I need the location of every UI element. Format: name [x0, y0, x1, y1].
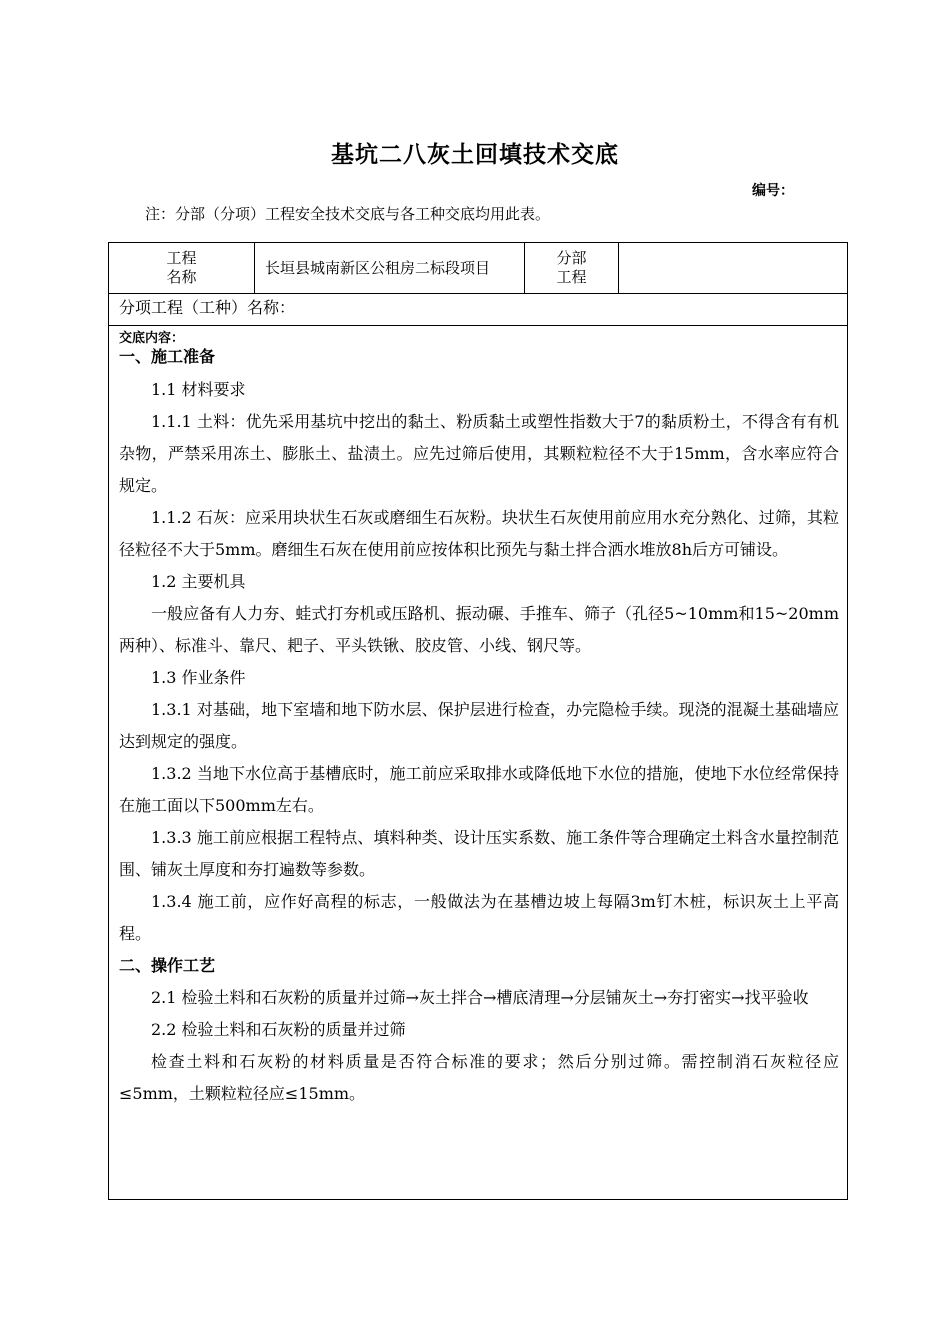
paragraph-1-3-2: 1.3.2 当地下水位高于基槽底时，施工前应采取排水或降低地下水位的措施，使地下水位经常保持在施工面以下500mm左右。 — [119, 764, 839, 815]
division-value — [619, 243, 847, 293]
subsection-1-1: 1.1 材料要求 — [151, 380, 246, 399]
paragraph-1-3-1: 1.3.1 对基础，地下室墙和地下防水层、保护层进行检查，办完隐检手续。现浇的混凝土基础墙应达到规定的强度。 — [119, 700, 839, 751]
section-heading-2: 二、操作工艺 — [119, 956, 216, 975]
subitem-name-row: 分项工程（工种）名称： — [109, 293, 847, 326]
paragraph-2-2: 检查土料和石灰粉的材料质量是否符合标准的要求；然后分别过筛。需控制消石灰粒径应≤5mm，土颗粒粒径应≤15mm。 — [119, 1052, 839, 1103]
disclosure-form — [108, 242, 848, 1200]
disclosure-content — [109, 326, 847, 1110]
header-row — [109, 243, 847, 294]
section-heading-1: 一、施工准备 — [119, 347, 216, 366]
project-name-label: 工程 名称 — [109, 243, 255, 293]
subsection-1-2: 1.2 主要机具 — [151, 572, 246, 591]
document-title: 基坑二八灰土回填技术交底 — [331, 142, 619, 168]
paragraph-1-1-2: 1.1.2 石灰：应采用块状生石灰或磨细生石灰粉。块状生石灰使用前应用水充分熟化、过筛，其粒径粒径不大于5mm。磨细生石灰在使用前应按体积比预先与黏土拌合洒水堆放8h后方可铺设。 — [119, 508, 839, 559]
paragraph-1-1-1: 1.1.1 土料：优先采用基坑中挖出的黏土、粉质黏土或塑性指数大于7的黏质粉土，不得含有有机杂物，严禁采用冻土、膨胀土、盐渍土。应先过筛后使用，其颗粒粒径不大于15mm，含水率应符合规定。 — [119, 412, 839, 495]
content-lead: 交底内容： — [119, 331, 185, 346]
division-label: 分部 工程 — [525, 243, 619, 293]
paragraph-1-3-4: 1.3.4 施工前，应作好高程的标志，一般做法为在基槽边坡上每隔3m钉木桩，标识灰土上平高程。 — [119, 892, 839, 943]
paragraph-2-1: 2.1 检验土料和石灰粉的质量并过筛→灰土拌合→槽底清理→分层铺灰土→夯打密实→找平验收 — [151, 988, 809, 1007]
subsection-1-3: 1.3 作业条件 — [151, 668, 246, 687]
code-label: 编号： — [752, 183, 794, 199]
usage-note: 注：分部（分项）工程安全技术交底与各工种交底均用此表。 — [145, 205, 551, 223]
subsection-2-2: 2.2 检验土料和石灰粉的质量并过筛 — [151, 1020, 406, 1039]
paragraph-1-3-3: 1.3.3 施工前应根据工程特点、填料种类、设计压实系数、施工条件等合理确定土料含水量控制范围、铺灰土厚度和夯打遍数等参数。 — [119, 828, 839, 879]
project-name-value: 长垣县城南新区公租房二标段项目 — [255, 243, 525, 293]
paragraph-1-2: 一般应备有人力夯、蛙式打夯机或压路机、振动碾、手推车、筛子（孔径5~10mm和15~20mm两种）、标准斗、靠尺、耙子、平头铁锹、胶皮管、小线、钢尺等。 — [119, 604, 839, 655]
